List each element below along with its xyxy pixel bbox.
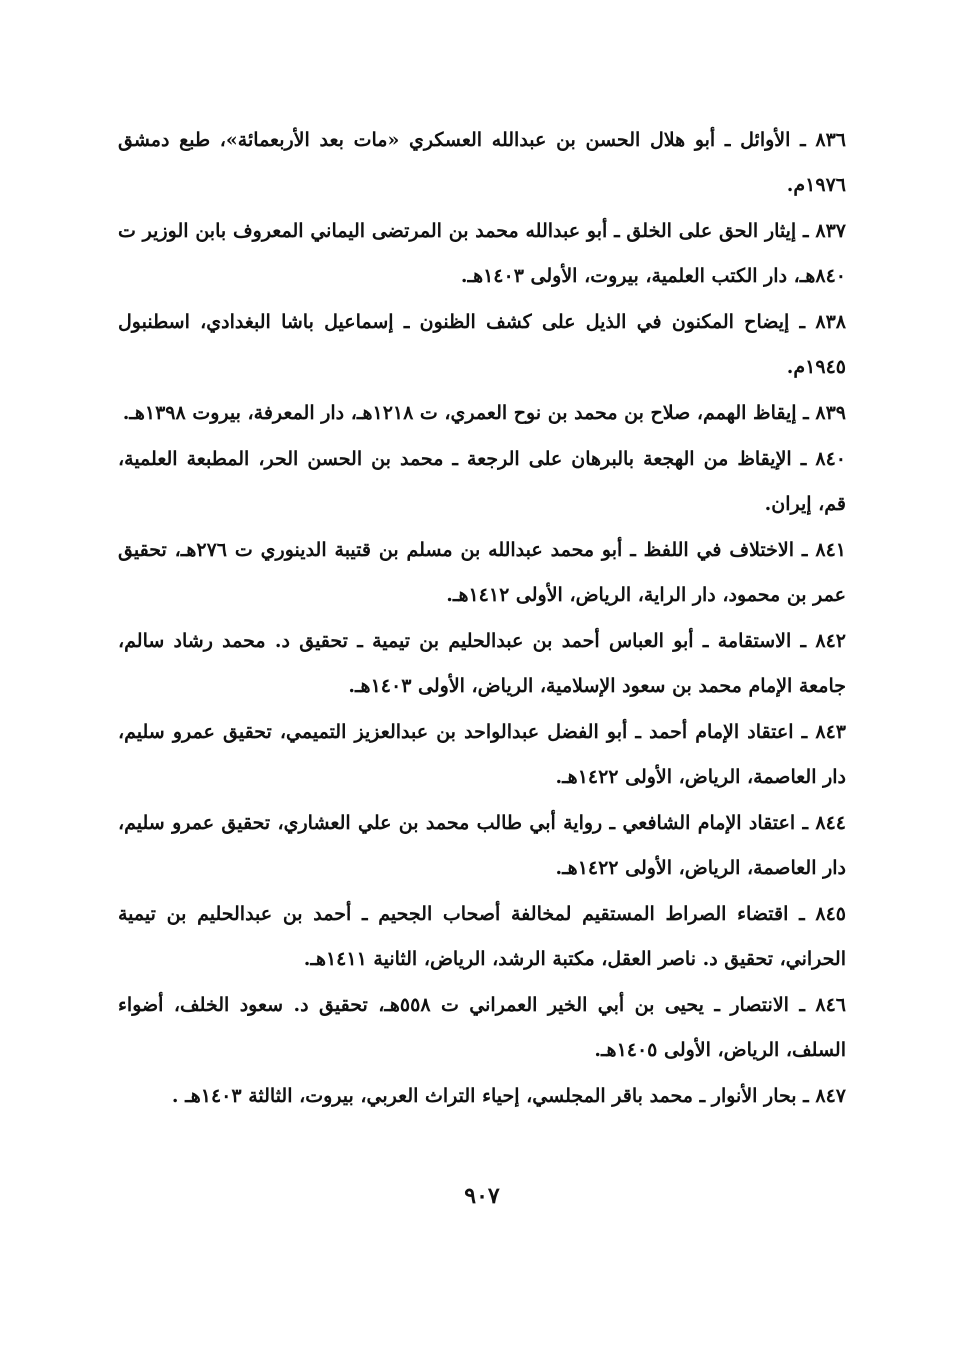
bibliography-entry: ٨٤٦ ـ الانتصار ـ يحيى بن أبي الخير العمراني ت ٥٥٨هـ، تحقيق د. سعود الخلف، أضواء السلف، الرياض، الأولى ١٤٠٥هـ. <box>118 994 846 1061</box>
bibliography-list <box>118 118 846 1120</box>
bibliography-entry: ٨٤٤ ـ اعتقاد الإمام الشافعي ـ رواية أبي طالب محمد بن علي العشاري، تحقيق عمرو سليم، دار العاصمة، الرياض، الأولى ١٤٢٢هـ. <box>118 812 847 879</box>
bibliography-entry: ٨٣٦ ـ الأوائل ـ أبو هلال الحسن بن عبدالله العسكري «مات بعد الأربعمائة»، طبع دمشق ١٩٧٦م. <box>118 129 846 196</box>
bibliography-entry: ٨٣٨ ـ إيضاح المكنون في الذيل على كشف الظنون ـ إسماعيل باشا البغدادي، اسطنبول ١٩٤٥م. <box>118 311 846 378</box>
bibliography-entry: ٨٤٢ ـ الاستقامة ـ أبو العباس أحمد بن عبدالحليم بن تيمية ـ تحقيق د. محمد رشاد سالم، جامعة الإمام محمد بن سعود الإسلامية، الرياض، الأولى ١٤٠٣هـ. <box>118 630 846 697</box>
bibliography-entry: ٨٣٩ ـ إيقاظ الهمم، صلاح بن محمد بن نوح العمري، ت ١٢١٨هـ، دار المعرفة، بيروت ١٣٩٨هـ. <box>122 402 846 424</box>
bibliography-entry: ٨٤٧ ـ بحار الأنوار ـ محمد باقر المجلسي، إحياء التراث العربي، بيروت، الثالثة ١٤٠٣هـ . <box>171 1085 846 1107</box>
bibliography-entry: ٨٤١ ـ الاختلاف في اللفظ ـ أبو محمد عبدالله بن مسلم بن قتيبة الدينوري ت ٢٧٦هـ، تحقيق عمر بن محمود، دار الراية، الرياض، الأولى ١٤١٢هـ. <box>118 539 847 606</box>
page-number: ٩٠٧ <box>464 1183 500 1209</box>
bibliography-entry: ٨٤٣ ـ اعتقاد الإمام أحمد ـ أبو الفضل عبدالواحد بن عبدالعزيز التميمي، تحقيق عمرو سليم، دار العاصمة، الرياض، الأولى ١٤٢٢هـ. <box>118 721 846 788</box>
bibliography-entry: ٨٤٠ ـ الإيقاظ من الهجعة بالبرهان على الرجعة ـ محمد بن الحسن الحر، المطبعة العلمية، قم، إيران. <box>118 448 846 515</box>
bibliography-entry: ٨٤٥ ـ اقتضاء الصراط المستقيم لمخالفة أصحاب الجحيم ـ أحمد بن عبدالحليم بن تيمية الحراني، تحقيق د. ناصر العقل، مكتبة الرشد، الرياض، الثانية ١٤١١هـ. <box>118 903 846 970</box>
bibliography-entry: ٨٣٧ ـ إيثار الحق على الخلق ـ أبو عبدالله محمد بن المرتضى اليماني المعروف بابن الوزير ت ٨٤٠هـ، دار الكتب العلمية، بيروت، الأولى ١٤٠٣هـ. <box>118 220 846 287</box>
